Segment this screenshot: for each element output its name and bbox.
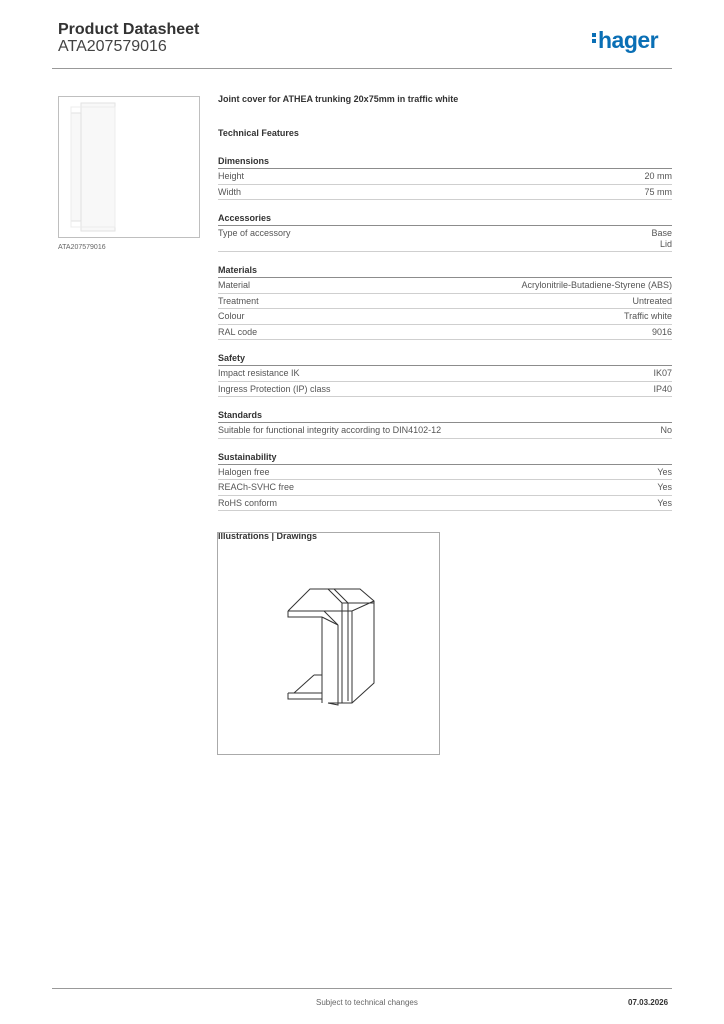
section-accessories	[218, 213, 672, 252]
spec-value: IK07	[653, 368, 672, 378]
logo-text: hager	[598, 27, 659, 53]
spec-value: 20 mm	[644, 171, 672, 181]
spec-label: Suitable for functional integrity according to DIN4102-12	[218, 425, 442, 435]
section-safety	[218, 353, 672, 397]
illustrations-title: Illustrations | Drawings	[218, 531, 318, 541]
spec-label: Type of accessory	[218, 228, 291, 238]
product-code: ATA207579016	[58, 38, 167, 55]
spec-row	[218, 465, 672, 481]
spec-row	[218, 278, 672, 294]
section-title: Dimensions	[218, 156, 672, 169]
spec-content	[218, 94, 672, 541]
spec-row	[218, 309, 672, 325]
spec-row	[218, 382, 672, 398]
spec-value: 9016	[651, 326, 672, 337]
footer-divider	[52, 988, 672, 989]
section-materials	[218, 265, 672, 340]
spec-value	[651, 228, 672, 249]
spec-value-line: Base	[651, 228, 672, 238]
spec-label: RAL code	[218, 326, 258, 337]
section-title: Standards	[218, 410, 672, 423]
product-photo-image	[59, 97, 199, 237]
spec-row	[218, 185, 672, 201]
spec-label: Material	[218, 280, 251, 290]
section-sustainability	[218, 452, 672, 512]
spec-value: Yes	[657, 482, 672, 492]
spec-label: REACh-SVHC free	[218, 482, 295, 492]
section-title: Materials	[218, 265, 672, 278]
photo-caption: ATA207579016	[58, 244, 106, 251]
spec-label: Treatment	[218, 295, 259, 306]
spec-value: No	[660, 425, 672, 435]
spec-label: Colour	[218, 311, 245, 321]
spec-label: Width	[218, 186, 242, 197]
section-dimensions	[218, 156, 672, 200]
spec-value: IP40	[653, 383, 672, 394]
page-title: Product Datasheet	[58, 21, 200, 38]
technical-drawing	[217, 532, 440, 755]
spec-label: Halogen free	[218, 466, 270, 477]
spec-value: Yes	[657, 466, 672, 477]
spec-row	[218, 169, 672, 185]
section-standards	[218, 410, 672, 439]
spec-value: Untreated	[632, 295, 672, 306]
logo-dots-icon	[592, 31, 596, 45]
spec-value: Traffic white	[623, 311, 672, 321]
hager-logo	[592, 27, 658, 54]
spec-value: Yes	[657, 497, 672, 508]
spec-row	[218, 423, 672, 439]
product-photo	[58, 96, 200, 238]
technical-features-title: Technical Features	[218, 128, 299, 138]
spec-value: 75 mm	[644, 186, 672, 197]
spec-row	[218, 325, 672, 341]
spec-row	[218, 480, 672, 496]
product-description: Joint cover for ATHEA trunking 20x75mm in traffic white	[218, 94, 459, 104]
spec-value: Acrylonitrile-Butadiene-Styrene (ABS)	[521, 280, 672, 290]
spec-row	[218, 366, 672, 382]
section-title: Accessories	[218, 213, 672, 226]
spec-label: Height	[218, 171, 245, 181]
section-title: Sustainability	[218, 452, 672, 465]
spec-row	[218, 226, 672, 252]
footer-note: Subject to technical changes	[316, 998, 418, 1007]
footer-date: 07.03.2026	[628, 998, 669, 1007]
spec-row	[218, 294, 672, 310]
spec-label: Impact resistance IK	[218, 368, 300, 378]
section-title: Safety	[218, 353, 672, 366]
spec-label: RoHS conform	[218, 497, 278, 508]
joint-cover-drawing	[218, 533, 439, 754]
spec-row	[218, 496, 672, 512]
header-divider	[52, 68, 672, 69]
spec-value-line: Lid	[659, 238, 672, 249]
spec-label: Ingress Protection (IP) class	[218, 383, 331, 394]
